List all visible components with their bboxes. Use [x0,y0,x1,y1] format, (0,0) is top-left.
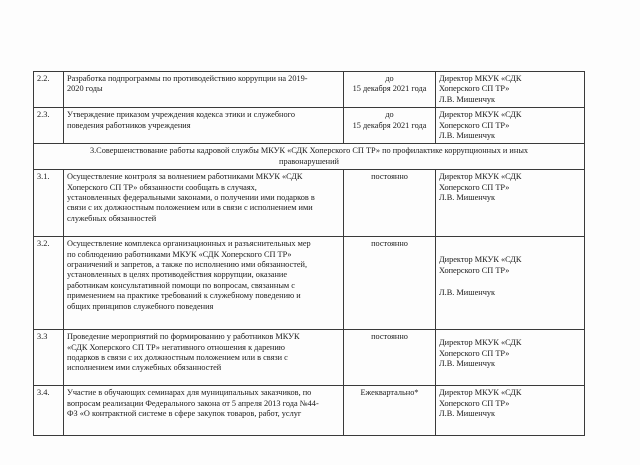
responsible: Директор МКУК «СДК Хоперского СП ТР» Л.В. Мишенчук [436,72,585,108]
row-number: 3.4. [34,386,64,436]
deadline: постоянно [344,237,436,330]
row-number: 2.3. [34,108,64,144]
row-number: 3.3 [34,330,64,386]
measure-text: Осуществление контроля за волнением работниками МКУК «СДК Хоперского СП ТР» обязанности сообщать в случаях, установленных федеральными законами, о получении ими подарков в связи с их должностным положением или в связи с исполнением ими служебных обязанностей [64,170,344,237]
measure-text: Проведение мероприятий по формированию у работников МКУК «СДК Хоперского СП ТР» негативного отношения к дарению подарков в связи с их должностным положением или в связи с исполнением ими служебных обязанностей [64,330,344,386]
responsible: Директор МКУК «СДК Хоперского СП ТР» Л.В. Мишенчук [436,170,585,237]
section-title: 3.Совершенствование работы кадровой службы МКУК «СДК Хоперского СП ТР» по профилактике коррупционных и иных правонарушений [34,144,585,170]
deadline: до 15 декабря 2021 года [344,72,436,108]
table-row [34,330,585,386]
table-row [34,170,585,237]
row-number: 3.1. [34,170,64,237]
deadline: постоянно [344,330,436,386]
table-row [34,237,585,330]
table-row [34,386,585,436]
responsible: Директор МКУК «СДК Хоперского СП ТР» Л.В. Мишенчук [436,237,585,330]
deadline: постоянно [344,170,436,237]
measure-text: Участие в обучающих семинарах для муниципальных заказчиков, по вопросам реализации Федерального закона от 5 апреля 2013 года №44- ФЗ «О контрактной системе в сфере закупок товаров, работ, услуг [64,386,344,436]
responsible: Директор МКУК «СДК Хоперского СП ТР» Л.В. Мишенчук [436,330,585,386]
measure-text: Утверждение приказом учреждения кодекса этики и служебного поведения работников учреждения [64,108,344,144]
deadline: до 15 декабря 2021 года [344,108,436,144]
measure-text: Разработка подпрограммы по противодействию коррупции на 2019- 2020 годы [64,72,344,108]
row-number: 2.2. [34,72,64,108]
table-row [34,72,585,108]
table-row [34,108,585,144]
measure-text: Осуществление комплекса организационных и разъяснительных мер по соблюдению работниками МКУК «СДК Хоперского СП ТР» ограничений и запретов, а также по исполнению ими обязанностей, установленных в целях противодействия коррупции, оказание работникам консультативной помощи по вопросам, связанным с применением на практике требований к служебному поведению и общих принципов служебного поведения [64,237,344,330]
responsible: Директор МКУК «СДК Хоперского СП ТР» Л.В. Мишенчук [436,386,585,436]
responsible: Директор МКУК «СДК Хоперского СП ТР» Л.В. Мишенчук [436,108,585,144]
measures-table [33,71,585,436]
deadline: Ежеквартально* [344,386,436,436]
section-heading-row [34,144,585,170]
row-number: 3.2. [34,237,64,330]
